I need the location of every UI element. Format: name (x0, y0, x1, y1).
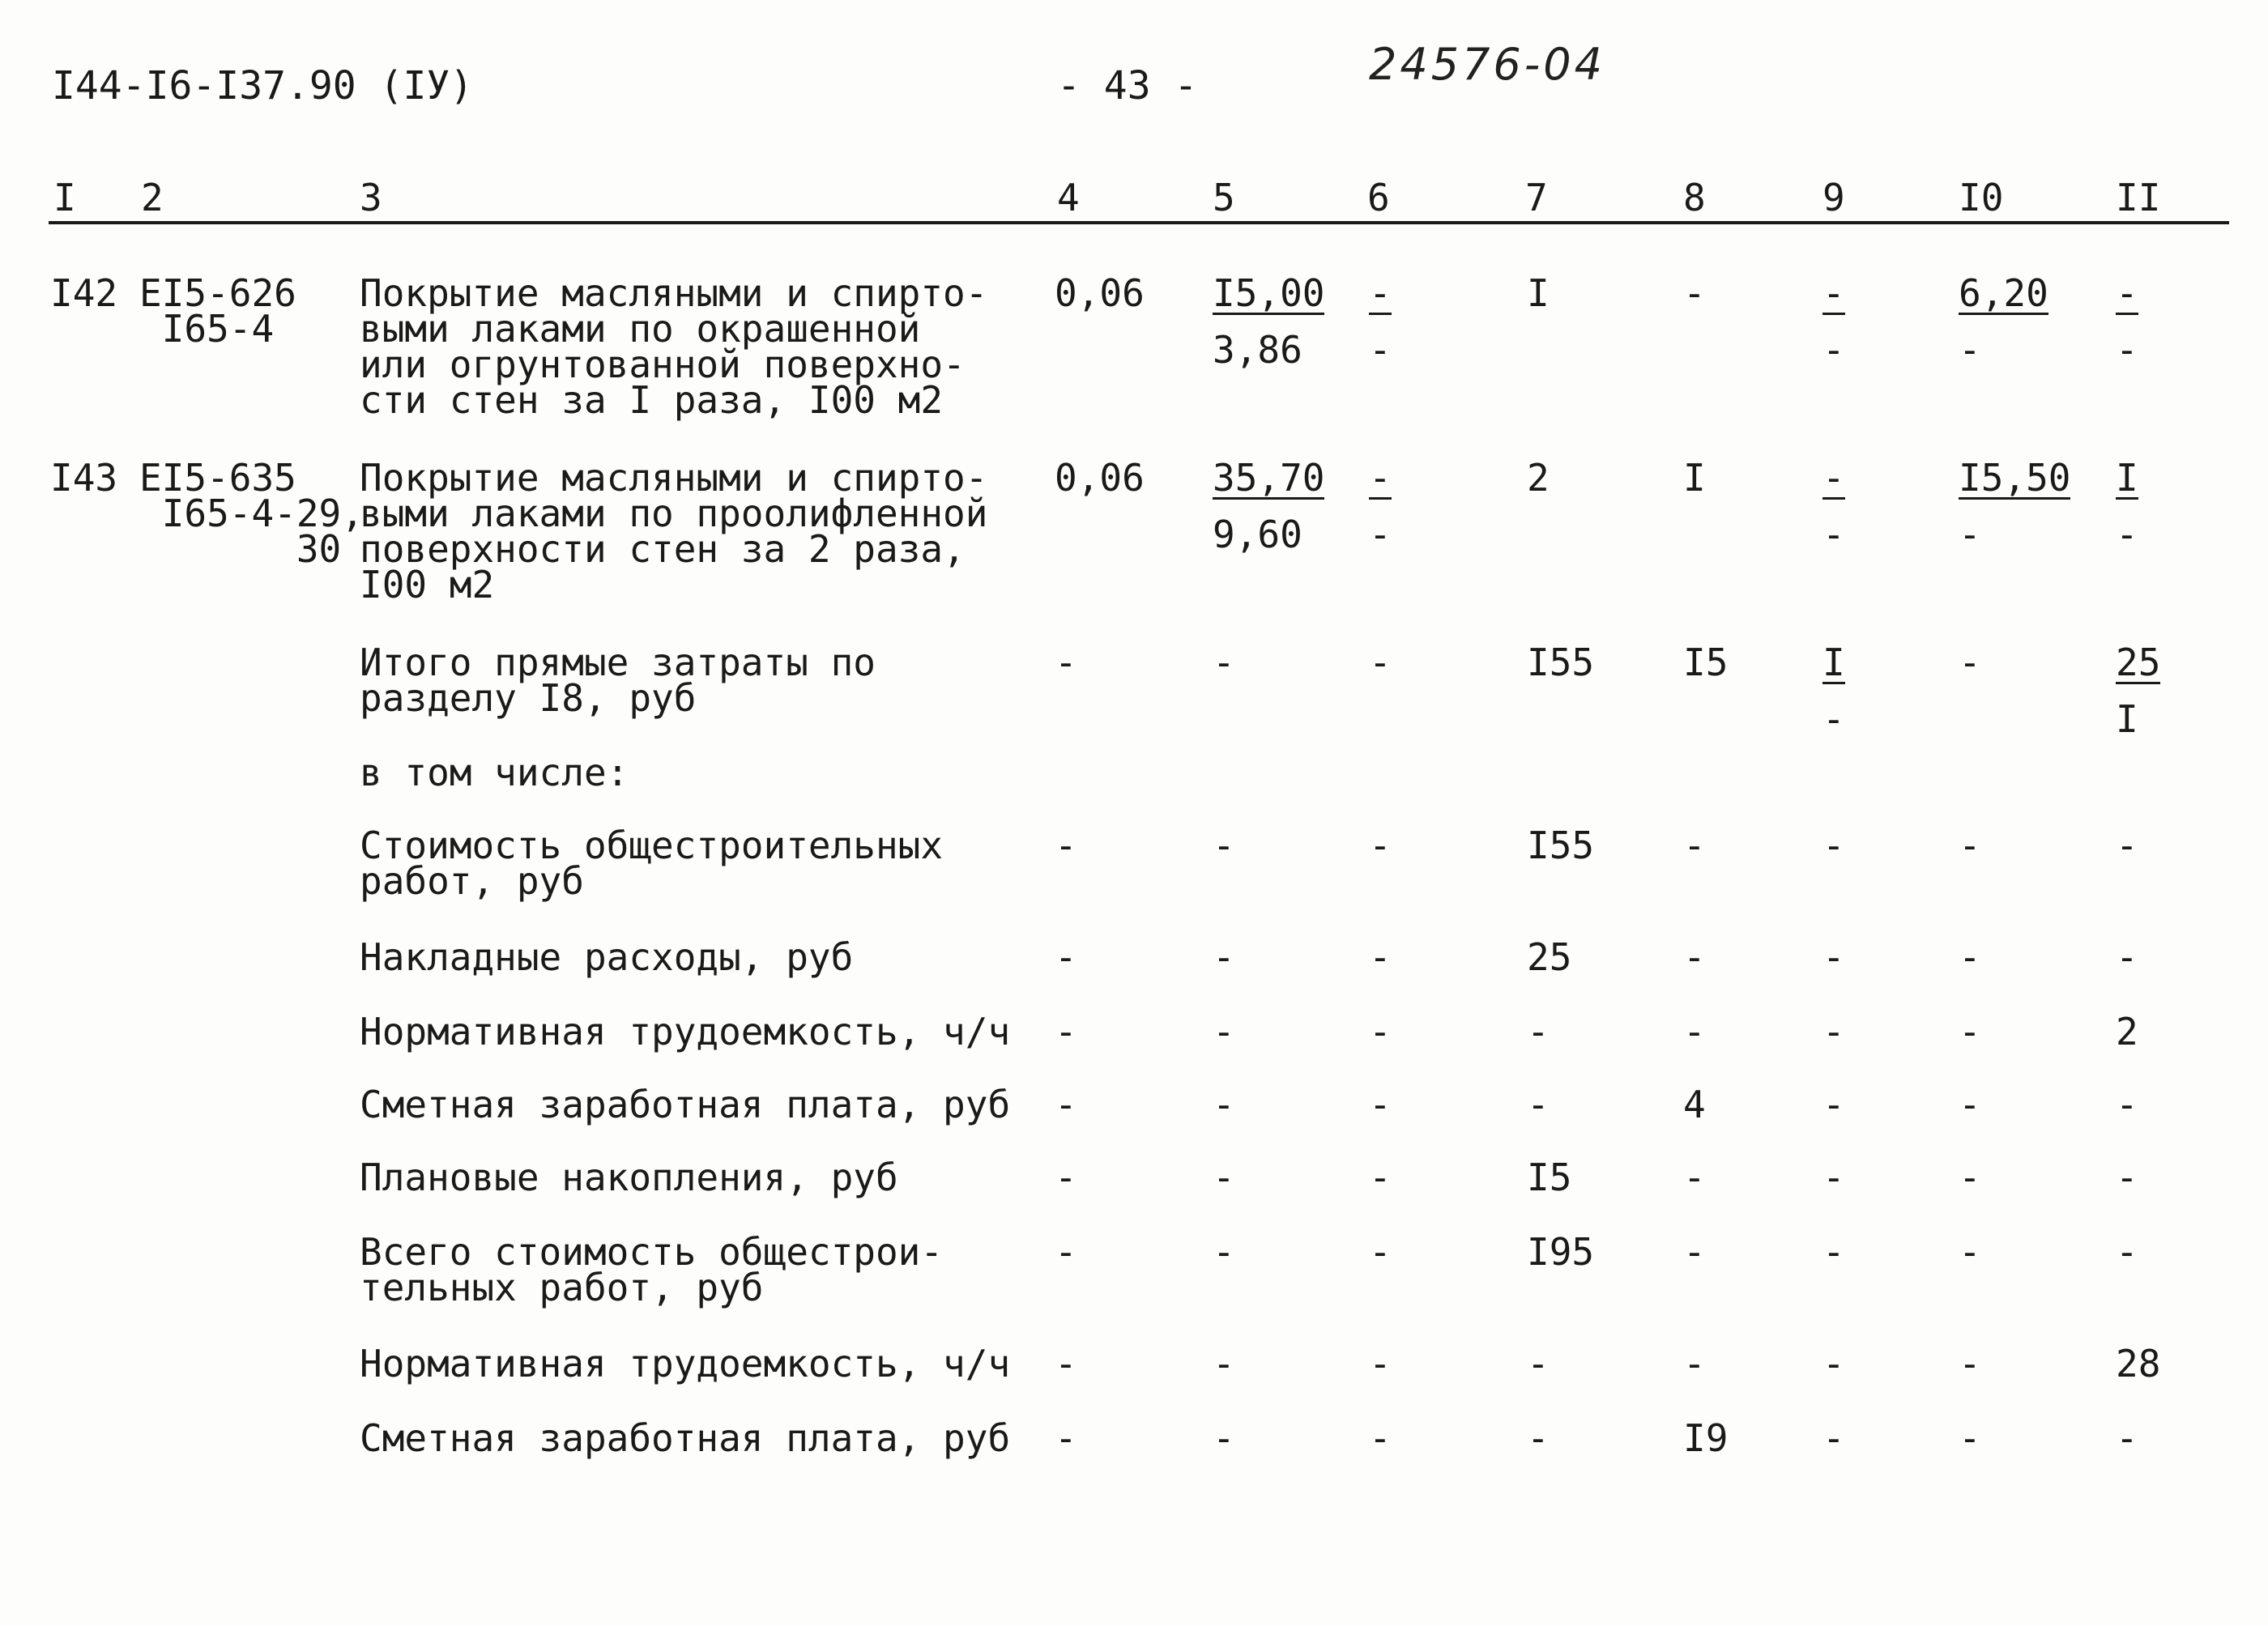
cell-c6-top: - (1369, 456, 1392, 500)
work-description: Покрытие масляными и спирто- выми лаками по окрашенной или огрунтованной поверхно- сти стен за I раза, I00 м2 (360, 271, 988, 422)
breakdown-cell-c9: - (1823, 1156, 1845, 1199)
cell-c11-top: - (2116, 271, 2138, 315)
breakdown-cell-c8: 4 (1683, 1083, 1706, 1126)
breakdown-label: Сметная заработная плата, руб (360, 1083, 1011, 1126)
breakdown-cell-c7: I5 (1527, 1156, 1572, 1199)
breakdown-cell-c9: - (1823, 1230, 1845, 1274)
cell-c7: 2 (1527, 456, 1550, 500)
breakdown-cell-c6: - (1369, 1416, 1392, 1460)
breakdown-cell-c5: - (1213, 824, 1235, 867)
breakdown-cell-c10: - (1959, 824, 1981, 867)
breakdown-cell-c9: - (1823, 1083, 1845, 1126)
col-header-5: 5 (1213, 176, 1235, 219)
breakdown-cell-c6: - (1369, 1230, 1392, 1274)
col-header-7: 7 (1525, 176, 1548, 219)
breakdown-cell-c10: - (1959, 1156, 1981, 1199)
breakdown-cell-c10: - (1959, 1342, 1981, 1386)
breakdown-cell-c4: - (1055, 1416, 1077, 1460)
cell-c5-top: I5,00 (1213, 271, 1325, 315)
breakdown-cell-c9: - (1823, 935, 1845, 979)
breakdown-cell-c7: - (1527, 1010, 1550, 1053)
breakdown-cell-c10: - (1959, 1010, 1981, 1053)
breakdown-label: Накладные расходы, руб (360, 935, 854, 979)
cell-c10-top: 6,20 (1959, 271, 2048, 315)
breakdown-cell-c9: - (1823, 1010, 1845, 1053)
document-code: I44-I6-I37.90 (IУ) (52, 63, 474, 109)
total-c9-bottom: - (1823, 697, 1845, 741)
col-header-2: 2 (141, 176, 164, 219)
breakdown-cell-c11: - (2116, 1416, 2138, 1460)
col-header-6: 6 (1367, 176, 1390, 219)
breakdown-cell-c8: I9 (1683, 1416, 1729, 1460)
cell-c10-bottom: - (1959, 328, 1981, 372)
breakdown-cell-c8: - (1683, 824, 1706, 867)
breakdown-cell-c4: - (1055, 1230, 1077, 1274)
page-number: - 43 - (1057, 63, 1198, 109)
cell-c9-bottom: - (1823, 513, 1845, 556)
norm-code: EI5-626 I65-4 (139, 271, 296, 351)
breakdown-label: Нормативная трудоемкость, ч/ч (360, 1010, 1011, 1053)
breakdown-cell-c4: - (1055, 824, 1077, 867)
breakdown-cell-c7: - (1527, 1083, 1550, 1126)
breakdown-cell-c5: - (1213, 1230, 1235, 1274)
norm-code: EI5-635 I65-4-29, 30 (139, 456, 364, 571)
breakdown-label: Стоимость общестроительных работ, руб (360, 824, 944, 903)
col-header-4: 4 (1057, 176, 1080, 219)
breakdown-cell-c11: 28 (2116, 1342, 2161, 1386)
row-number: I43 (50, 456, 118, 500)
col-header-10: I0 (1959, 176, 2004, 219)
col-header-11: II (2116, 176, 2161, 219)
breakdown-cell-c10: - (1959, 1230, 1981, 1274)
total-label: Итого прямые затраты по разделу I8, руб (360, 641, 876, 720)
breakdown-cell-c5: - (1213, 1083, 1235, 1126)
cell-c5-top: 35,70 (1213, 456, 1325, 500)
breakdown-cell-c6: - (1369, 1010, 1392, 1053)
breakdown-cell-c11: - (2116, 824, 2138, 867)
breakdown-cell-c7: I55 (1527, 824, 1595, 867)
cell-c6-bottom: - (1369, 513, 1392, 556)
breakdown-cell-c6: - (1369, 1156, 1392, 1199)
total-c8: I5 (1683, 641, 1729, 684)
breakdown-cell-c8: - (1683, 935, 1706, 979)
cell-c4: 0,06 (1055, 271, 1145, 315)
cell-c10-top: I5,50 (1959, 456, 2071, 500)
total-c10: - (1959, 641, 1981, 684)
breakdown-cell-c7: - (1527, 1416, 1550, 1460)
breakdown-cell-c5: - (1213, 935, 1235, 979)
cell-c9-top: - (1823, 271, 1845, 315)
breakdown-cell-c4: - (1055, 1083, 1077, 1126)
breakdown-cell-c9: - (1823, 824, 1845, 867)
breakdown-cell-c10: - (1959, 935, 1981, 979)
breakdown-cell-c6: - (1369, 935, 1392, 979)
breakdown-cell-c11: - (2116, 1156, 2138, 1199)
breakdown-cell-c11: - (2116, 1230, 2138, 1274)
breakdown-cell-c8: - (1683, 1342, 1706, 1386)
breakdown-cell-c11: - (2116, 1083, 2138, 1126)
breakdown-cell-c9: - (1823, 1416, 1845, 1460)
cell-c8: I (1683, 456, 1706, 500)
cell-c9-bottom: - (1823, 328, 1845, 372)
cell-c4: 0,06 (1055, 456, 1145, 500)
breakdown-cell-c10: - (1959, 1416, 1981, 1460)
cell-c8: - (1683, 271, 1706, 315)
breakdown-cell-c11: 2 (2116, 1010, 2138, 1053)
cell-c5-bottom: 3,86 (1213, 328, 1302, 372)
breakdown-label: Сметная заработная плата, руб (360, 1416, 1011, 1460)
breakdown-cell-c4: - (1055, 1010, 1077, 1053)
breakdown-cell-c10: - (1959, 1083, 1981, 1126)
breakdown-cell-c8: - (1683, 1156, 1706, 1199)
breakdown-label: Плановые накопления, руб (360, 1156, 898, 1199)
handwritten-number: 24576-04 (1369, 39, 1605, 90)
total-c9-top: I (1823, 641, 1845, 684)
cell-c9-top: - (1823, 456, 1845, 500)
breakdown-label: Нормативная трудоемкость, ч/ч (360, 1342, 1011, 1386)
breakdown-cell-c6: - (1369, 1083, 1392, 1126)
col-header-9: 9 (1823, 176, 1845, 219)
total-c11-top: 25 (2116, 641, 2161, 684)
breakdown-label: Всего стоимость общестрои- тельных работ, руб (360, 1230, 944, 1309)
breakdown-cell-c7: I95 (1527, 1230, 1595, 1274)
breakdown-cell-c6: - (1369, 1342, 1392, 1386)
header-rule (49, 221, 2229, 224)
cell-c6-top: - (1369, 271, 1392, 315)
total-c7: I55 (1527, 641, 1595, 684)
breakdown-cell-c11: - (2116, 935, 2138, 979)
total-c5: - (1213, 641, 1235, 684)
breakdown-cell-c7: - (1527, 1342, 1550, 1386)
cell-c11-top: I (2116, 456, 2138, 500)
cell-c6-bottom: - (1369, 328, 1392, 372)
breakdown-cell-c8: - (1683, 1230, 1706, 1274)
breakdown-cell-c4: - (1055, 1342, 1077, 1386)
breakdown-cell-c5: - (1213, 1010, 1235, 1053)
cell-c7: I (1527, 271, 1550, 315)
cell-c11-bottom: - (2116, 328, 2138, 372)
row-number: I42 (50, 271, 118, 315)
subtotal-heading: в том числе: (360, 751, 629, 794)
breakdown-cell-c8: - (1683, 1010, 1706, 1053)
work-description: Покрытие масляными и спирто- выми лаками по проолифленной поверхности стен за 2 раза, I00 м2 (360, 456, 988, 607)
breakdown-cell-c9: - (1823, 1342, 1845, 1386)
col-header-1: I (53, 176, 76, 219)
breakdown-cell-c5: - (1213, 1156, 1235, 1199)
breakdown-cell-c4: - (1055, 1156, 1077, 1199)
cell-c11-bottom: - (2116, 513, 2138, 556)
col-header-8: 8 (1683, 176, 1706, 219)
breakdown-cell-c4: - (1055, 935, 1077, 979)
total-c11-bottom: I (2116, 697, 2138, 741)
cell-c5-bottom: 9,60 (1213, 513, 1302, 556)
breakdown-cell-c6: - (1369, 824, 1392, 867)
total-c4: - (1055, 641, 1077, 684)
breakdown-cell-c7: 25 (1527, 935, 1572, 979)
total-c6: - (1369, 641, 1392, 684)
col-header-3: 3 (360, 176, 382, 219)
breakdown-cell-c5: - (1213, 1416, 1235, 1460)
cell-c10-bottom: - (1959, 513, 1981, 556)
breakdown-cell-c5: - (1213, 1342, 1235, 1386)
